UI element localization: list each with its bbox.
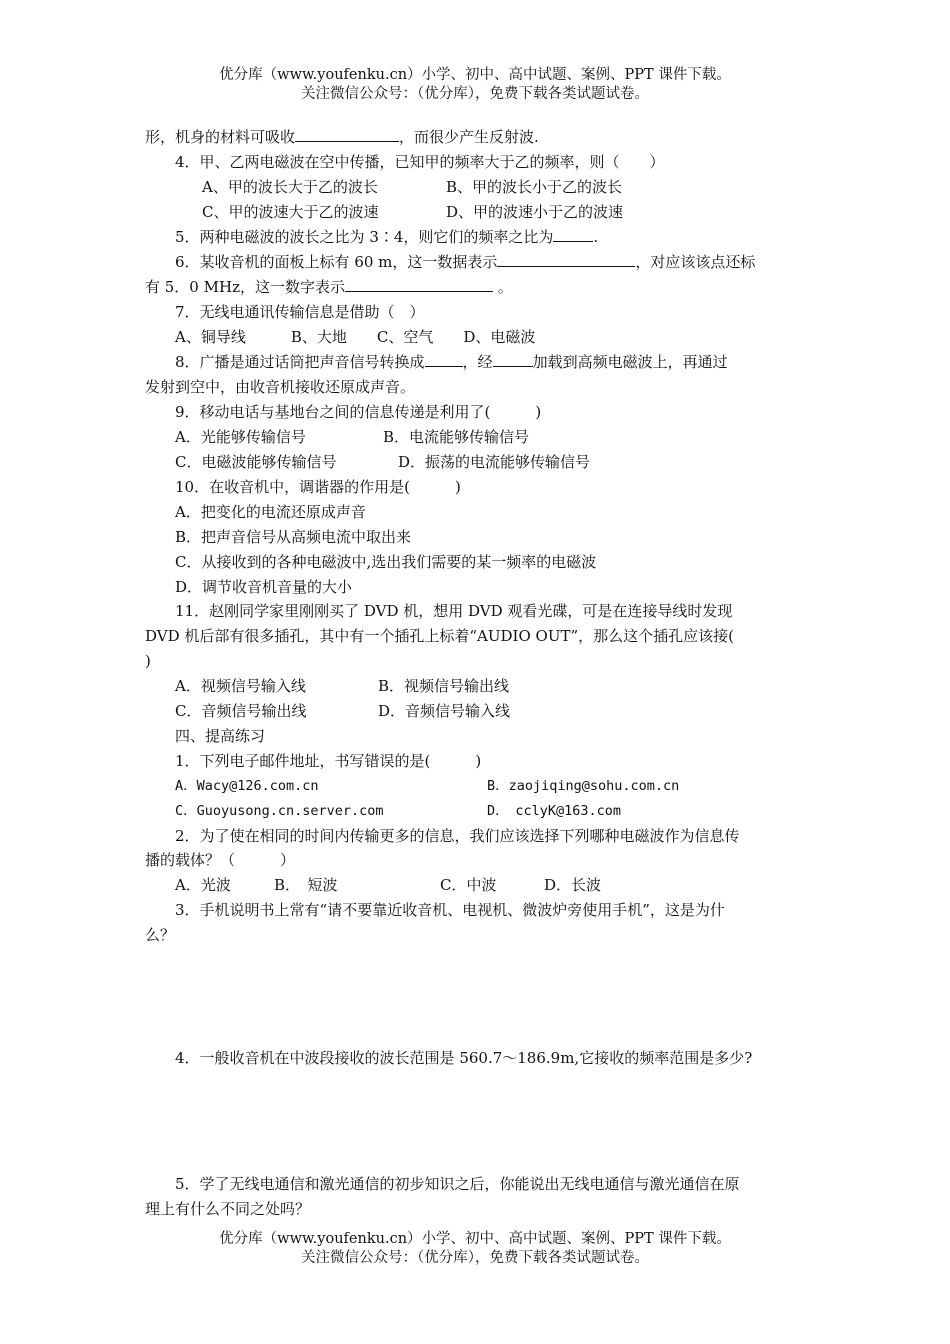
option-10a: A．把变化的电流还原成声音 [175, 503, 366, 521]
question-8: 8．广播是通过话筒把声音信号转换成 ，经 加载到高频电磁波上，再通过 [175, 353, 728, 371]
question-6-cont: 有 5．0 MHz，这一数字表示 。 [145, 278, 513, 296]
page-footer [0, 1230, 950, 1268]
question-11-cont2: ) [145, 652, 151, 670]
option-9d: D．振荡的电流能够传输信号 [398, 453, 591, 471]
question-7-options: A、铜导线 B、大地 C、空气 D、电磁波 [175, 328, 536, 346]
option-p1b: B．zaojiqing@sohu.com.cn [487, 778, 680, 794]
header-line-2: 关注微信公众号：（优分库），免费下载各类试题试卷。 [301, 86, 649, 102]
option-11c: C．音频信号输出线 [175, 702, 307, 720]
option-9b: B．电流能够传输信号 [383, 428, 530, 446]
question-6: 6．某收音机的面板上标有 60 m，这一数据表示 ，对应该该点还标 [175, 253, 756, 271]
question-5: 5．两种电磁波的波长之比为 3∶4，则它们的频率之比为 . [175, 228, 599, 246]
option-10b: B．把声音信号从高频电流中取出来 [175, 528, 412, 546]
option-p1c: C．Guoyusong.cn.server.com [175, 803, 384, 819]
option-11b: B．视频信号输出线 [378, 677, 510, 695]
option-p2c: C．中波 [440, 876, 497, 894]
option-10c: C．从接收到的各种电磁波中,选出我们需要的某一频率的电磁波 [175, 553, 597, 571]
practice-3-cont: 么？ [145, 926, 176, 944]
option-p1a: A．Wacy@126.com.cn [175, 778, 319, 794]
option-p2a: A．光波 [175, 876, 231, 894]
option-9a: A．光能够传输信号 [175, 428, 306, 446]
option-9c: C．电磁波能够传输信号 [175, 453, 337, 471]
question-9: 9．移动电话与基地台之间的信息传递是利用了( ) [175, 403, 542, 421]
option-p2b: B． 短波 [274, 876, 338, 894]
practice-4: 4．一般收音机在中波段接收的波长范围是 560.7～186.9m,它接收的频率范围是多少? [175, 1049, 753, 1067]
option-4d: D、甲的波速小于乙的波速 [446, 203, 624, 221]
question-4: 4．甲、乙两电磁波在空中传播，已知甲的频率大于乙的频率，则（ ） [175, 153, 665, 171]
practice-3: 3．手机说明书上常有“请不要靠近收音机、电视机、微波炉旁使用手机”，这是为什 [175, 901, 725, 919]
option-4c: C、甲的波速大于乙的波速 [202, 203, 379, 221]
option-p2d: D．长波 [544, 876, 602, 894]
answer-blank [553, 227, 593, 242]
practice-1: 1．下列电子邮件地址，书写错误的是( ) [175, 752, 482, 770]
option-p1d: D． cclyK@163.com [487, 803, 622, 819]
header-line-1: 优分库（www.youfenku.cn）小学、初中、高中试题、案例、PPT 课件下载。 [219, 67, 731, 83]
option-4a: A、甲的波长大于乙的波长 [202, 178, 378, 196]
answer-blank [497, 252, 635, 267]
page-header [0, 66, 950, 104]
practice-5-cont: 理上有什么不同之处吗？ [145, 1200, 311, 1218]
answer-blank [345, 277, 493, 292]
question-8-cont: 发射到空中，由收音机接收还原成声音。 [145, 378, 416, 396]
text-line: 形，机身的材料可吸收 ，而很少产生反射波. [145, 128, 539, 146]
option-4b: B、甲的波长小于乙的波长 [446, 178, 623, 196]
answer-blank [493, 352, 533, 367]
footer-line-2: 关注微信公众号：（优分库），免费下载各类试题试卷。 [301, 1250, 649, 1266]
practice-2: 2．为了使在相同的时间内传输更多的信息，我们应该选择下列哪种电磁波作为信息传 [175, 827, 740, 845]
question-11: 11．赵刚同学家里刚刚买了 DVD 机，想用 DVD 观看光碟，可是在连接导线时发现 [175, 602, 733, 620]
answer-blank [425, 352, 463, 367]
section-heading: 四、提高练习 [175, 727, 266, 745]
question-11-cont: DVD 机后部有很多插孔，其中有一个插孔上标着“AUDIO OUT”，那么这个插孔应该接( [145, 627, 735, 645]
option-11a: A．视频信号输入线 [175, 677, 306, 695]
practice-5: 5．学了无线电通信和激光通信的初步知识之后，你能说出无线电通信与激光通信在原 [175, 1175, 740, 1193]
option-11d: D．音频信号输入线 [378, 702, 511, 720]
footer-line-1: 优分库（www.youfenku.cn）小学、初中、高中试题、案例、PPT 课件下载。 [219, 1231, 731, 1247]
option-10d: D．调节收音机音量的大小 [175, 578, 353, 596]
answer-blank [295, 127, 399, 142]
practice-2-cont: 播的载体？（ ） [145, 851, 296, 869]
question-7: 7．无线电通讯传输信息是借助（ ） [175, 303, 425, 321]
question-10: 10．在收音机中，调谐器的作用是( ) [175, 478, 461, 496]
